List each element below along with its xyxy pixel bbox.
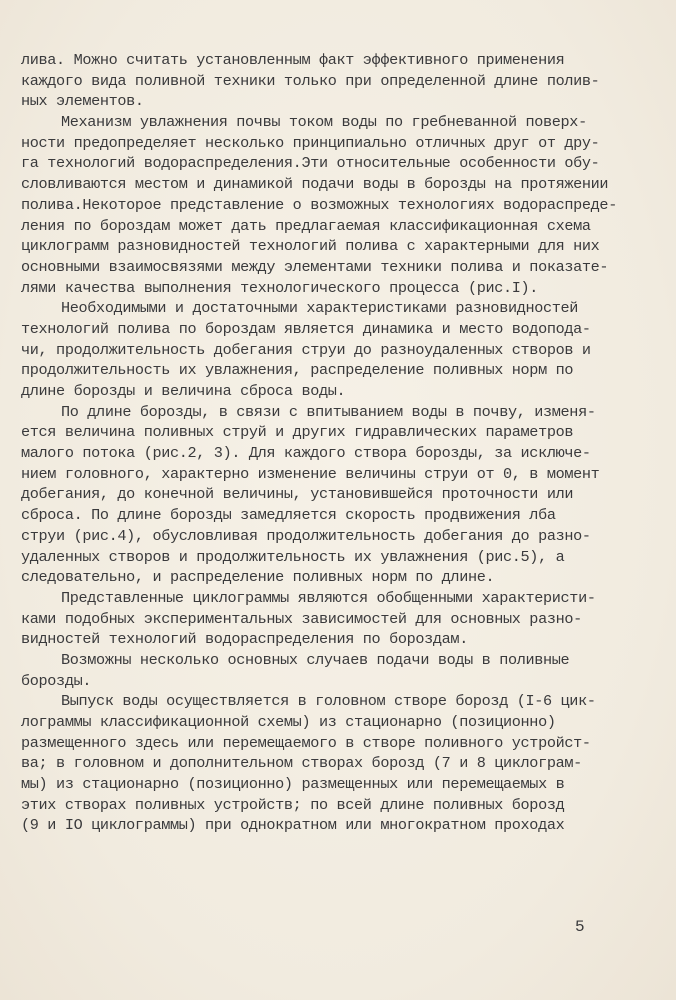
text-line: ности предопределяет несколько принципиально отличных друг от дру- [21,133,600,152]
text-line: Необходимыми и достаточными характеристиками разновидностей [61,299,579,318]
text-line: продолжительность их увлажнения, распределение поливных норм по [21,361,574,380]
text-line: удаленных створов и продолжительность их увлажнения (рис.5), а [21,547,565,566]
text-line: Возможны несколько основных случаев подачи воды в поливные [61,650,570,669]
text-line: технологий полива по бороздам является динамика и место водопода- [21,319,591,338]
text-line: ных элементов. [21,92,144,111]
text-line: лограммы классификационной схемы) из стационарно (позиционно) [21,713,556,731]
text-line: словливаются местом и динамикой подачи воды в борозды на протяжении [21,175,609,194]
text-line: этих створах поливных устройств; по всей длине поливных борозд [21,795,565,814]
text-line: лива. Можно считать установленным факт эффективного применения [21,51,565,69]
text-line: ками подобных экспериментальных зависимостей для основных разно- [21,609,582,628]
text-line: сброса. По длине борозды замедляется скорость продвижения лба [21,506,556,525]
text-line: (9 и IO циклограммы) при однократном или многократном проходах [21,816,565,835]
text-line: борозды. [21,671,92,690]
text-line: Механизм увлажнения почвы током воды по гребневанной поверх- [61,113,587,132]
text-line: видностей технологий водораспределения по бороздам. [21,630,468,649]
text-line: ления по бороздам может дать предлагаемая классификационная схема [21,216,591,235]
text-line: основными взаимосвязями между элементами техники полива и показате- [21,257,609,276]
text-line: полива.Некоторое представление о возможных технологиях водораспреде- [21,195,617,214]
body-text [21,50,667,836]
text-line: По длине борозды, в связи с впитыванием воды в почву, изменя- [61,402,596,421]
text-line: циклограмм разновидностей технологий полива с характерными для них [21,237,600,256]
text-line: струи (рис.4), обусловливая продолжительность добегания до разно- [21,526,591,545]
text-line: добегания, до конечной величины, установившейся проточности или [21,485,574,504]
text-line: Выпуск воды осуществляется в головном створе борозд (I-6 цик- [61,692,596,711]
text-line: длине борозды и величина сброса воды. [21,382,346,400]
text-line: ва; в головном и дополнительном створах борозд (7 и 8 циклограм- [21,754,582,773]
text-line: га технологий водораспределения.Эти относительные особенности обу- [21,154,600,173]
text-line: Представленные циклограммы являются обобщенными характеристи- [61,588,596,607]
text-line: чи, продолжительность добегания струи до разноудаленных створов и [21,340,591,359]
text-line: каждого вида поливной техники только при определенной длине полив- [21,71,600,90]
text-line: нием головного, характерно изменение величины струи от 0, в момент [21,464,600,483]
text-line: лями качества выполнения технологического процесса (рис.I). [21,278,539,297]
text-line: ется величина поливных струй и других гидравлических параметров [21,423,574,442]
text-line: малого потока (рис.2, 3). Для каждого створа борозды, за исключе- [21,444,591,463]
page-number: 5 [575,918,585,936]
text-line: следовательно, и распределение поливных норм по длине. [21,568,495,587]
text-line: мы) из стационарно (позиционно) размещенных или перемещаемых в [21,775,565,794]
text-line: размещенного здесь или перемещаемого в створе поливного устройст- [21,733,591,752]
